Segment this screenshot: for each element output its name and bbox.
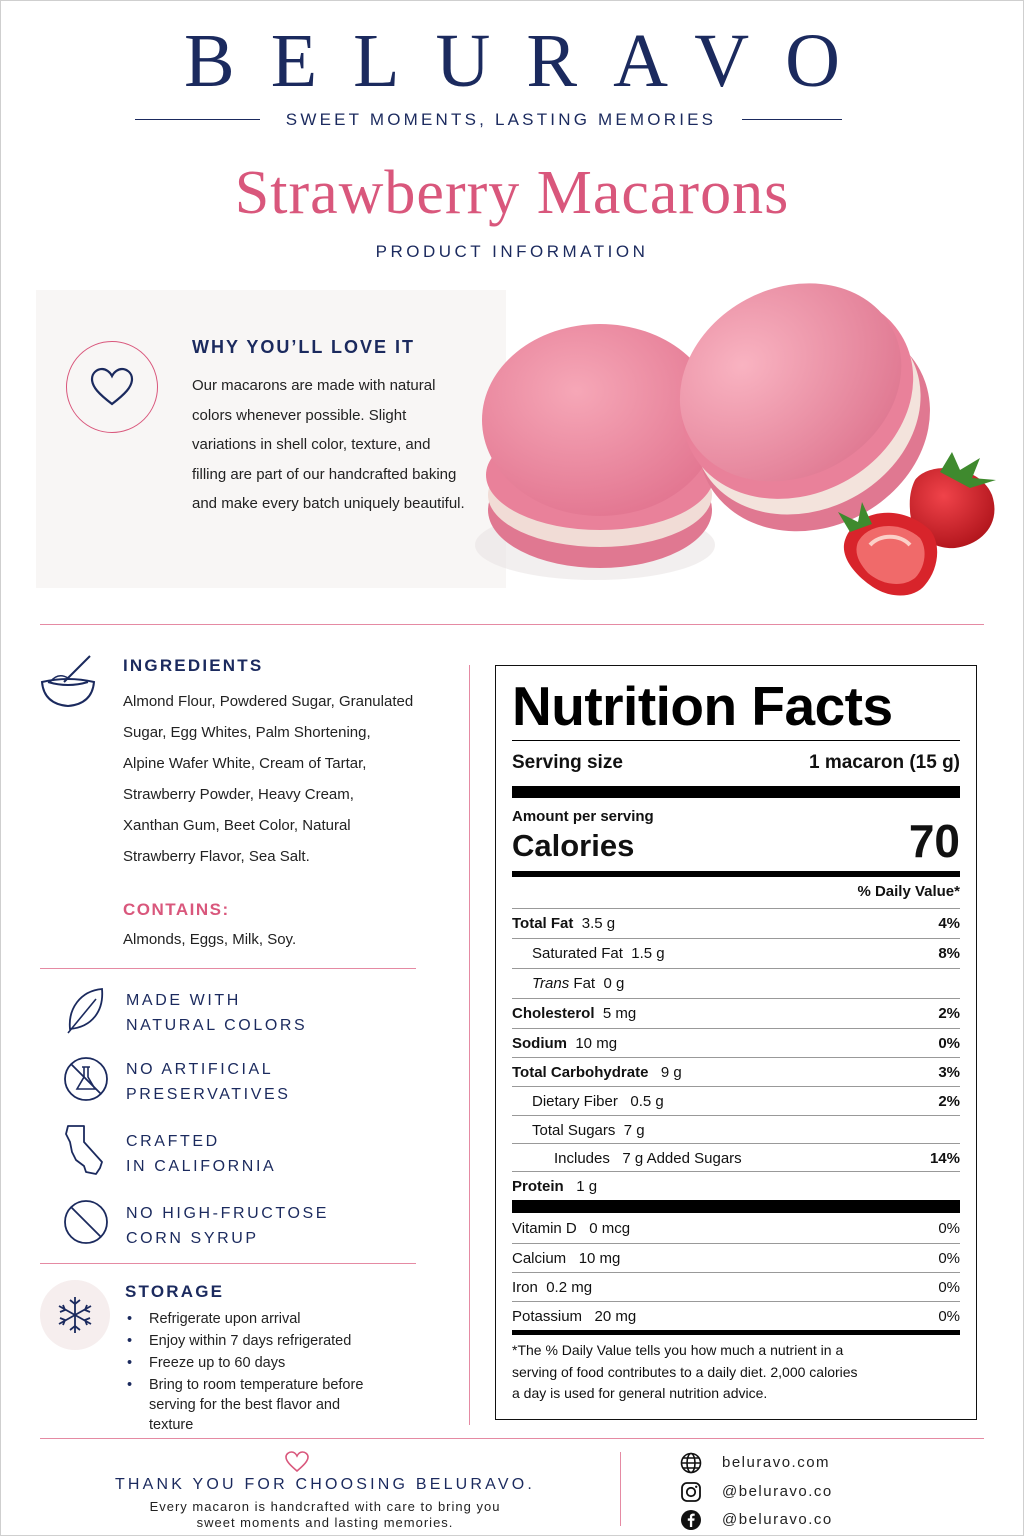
feature-line: NO ARTIFICIAL — [126, 1061, 274, 1078]
california-icon — [62, 1122, 110, 1178]
facebook-icon — [680, 1509, 702, 1531]
thank-you-line: Every macaron is handcrafted with care to bring you — [149, 1499, 501, 1514]
vitamin-amount: 10 mg — [578, 1250, 621, 1267]
feature-line: CORN SYRUP — [126, 1230, 259, 1247]
vitamin-row-d — [512, 1214, 960, 1243]
footer-divider — [40, 1438, 984, 1439]
ingredients-line: Strawberry Flavor, Sea Salt. — [123, 848, 310, 865]
nutrient-row-cholesterol — [512, 998, 960, 1027]
tagline-rule-left — [135, 119, 260, 120]
facebook-link[interactable] — [680, 1509, 880, 1533]
nutrient-amount: 1 g — [576, 1178, 598, 1195]
feature-line: PRESERVATIVES — [126, 1086, 291, 1103]
ingredients-line: Sugar, Egg Whites, Palm Shortening, — [123, 724, 371, 741]
instagram-icon — [680, 1481, 702, 1503]
why-line: colors whenever possible. Slight — [192, 406, 407, 424]
ingredients-line: Alpine Wafer White, Cream of Tartar, — [123, 755, 367, 772]
website-text: beluravo.com — [722, 1454, 831, 1471]
facebook-text: @beluravo.co — [722, 1511, 833, 1528]
ingredients-title: INGREDIENTS — [123, 656, 264, 675]
ingredients-line: Xanthan Gum, Beet Color, Natural — [123, 817, 351, 834]
leaf-icon — [62, 985, 108, 1035]
nutrient-pct: 3% — [938, 1064, 960, 1081]
nutrient-name: Total Fat — [512, 915, 574, 932]
thank-you-line: sweet moments and lasting memories. — [196, 1515, 454, 1530]
nutrient-name: Dietary Fiber — [532, 1093, 618, 1110]
nutrition-title: Nutrition Facts — [512, 675, 893, 737]
vitamin-amount: 0.2 mg — [546, 1279, 593, 1296]
feature-no-hfcs — [126, 1201, 329, 1251]
storage-list — [125, 1309, 385, 1437]
nutrient-amount: 0 g — [603, 975, 625, 992]
nutrition-rule — [512, 740, 960, 741]
serving-size-row — [512, 752, 960, 774]
vitamin-row-potassium — [512, 1301, 960, 1330]
storage-item: • Freeze up to 60 days — [125, 1353, 385, 1373]
nutrition-thick-rule — [512, 1330, 960, 1335]
nutrient-amount: 0.5 g — [630, 1093, 664, 1110]
nutrition-thick-rule — [512, 786, 960, 798]
nutrient-name: Saturated Fat — [532, 945, 623, 962]
nutrient-name: Total Carbohydrate — [512, 1064, 649, 1081]
nutrient-row-saturated-fat — [512, 938, 960, 967]
nutrient-pct: 14% — [929, 1150, 960, 1167]
vitamin-name: Vitamin D — [512, 1220, 577, 1237]
product-subtitle: PRODUCT INFORMATION — [375, 242, 649, 261]
feature-line: MADE WITH — [126, 992, 241, 1009]
nutrient-row-trans-fat — [512, 968, 960, 997]
footnote-line: a day is used for general nutrition advice. — [512, 1385, 768, 1401]
vitamin-pct: 0% — [938, 1250, 960, 1267]
snowflake-icon — [55, 1295, 95, 1335]
nutrient-pct: 2% — [938, 1005, 960, 1022]
tagline-rule-right — [742, 119, 842, 120]
feature-natural-colors — [126, 988, 307, 1038]
mixing-bowl-icon — [38, 652, 98, 712]
nutrient-name: Cholesterol — [512, 1005, 595, 1022]
storage-title: STORAGE — [125, 1282, 225, 1301]
vitamin-name: Iron — [512, 1279, 538, 1296]
heart-badge — [66, 341, 158, 433]
nutrient-amount: 5 mg — [602, 1005, 637, 1022]
footnote-line: serving of food contributes to a daily diet. 2,000 calories — [512, 1363, 858, 1380]
product-title: Strawberry Macarons — [234, 159, 790, 227]
globe-icon — [680, 1452, 702, 1474]
nutrient-row-total-carbohydrate — [512, 1057, 960, 1086]
vitamin-pct: 0% — [938, 1279, 960, 1296]
nutrient-row-total-sugars — [512, 1115, 960, 1144]
serving-size-value: 1 macaron (15 g) — [809, 752, 960, 773]
footer-column-divider — [620, 1452, 621, 1526]
ingredients-text — [123, 686, 453, 872]
feature-line: IN CALIFORNIA — [126, 1158, 277, 1175]
vitamin-pct: 0% — [938, 1220, 960, 1237]
why-line: variations in shell color, texture, and — [192, 436, 431, 453]
vitamin-name: Potassium — [512, 1308, 583, 1325]
ingredients-line: Almond Flour, Powdered Sugar, Granulated — [123, 693, 414, 710]
why-line: filling are part of our handcrafted baking — [192, 465, 457, 483]
serving-size-label: Serving size — [512, 752, 623, 773]
calories-label: Calories — [512, 828, 635, 863]
nutrient-amount: 7 g Added Sugars — [622, 1150, 742, 1167]
nutrient-amount: 7 g — [623, 1122, 645, 1139]
why-line: Our macarons are made with natural — [192, 377, 436, 394]
section-divider — [40, 1263, 416, 1264]
instagram-link[interactable] — [680, 1481, 880, 1505]
nutrition-thick-rule — [512, 1200, 960, 1213]
storage-item: • Bring to room temperature before serving for the best flavor and texture — [125, 1375, 385, 1435]
section-divider — [40, 968, 416, 969]
macaron-left — [475, 324, 718, 580]
daily-value-header: % Daily Value* — [857, 883, 960, 900]
amount-per-serving: Amount per serving — [512, 808, 654, 825]
brand-logo: BELURAVO — [184, 19, 876, 103]
storage-item: • Enjoy within 7 days refrigerated — [125, 1331, 385, 1351]
calories-value: 70 — [908, 815, 960, 867]
heart-icon — [284, 1450, 310, 1474]
macaron-photo — [460, 240, 1020, 610]
ingredients-line: Strawberry Powder, Heavy Cream, — [123, 786, 354, 803]
nutrition-facts-panel — [495, 665, 977, 1420]
nutrient-name-rest: Fat — [573, 975, 596, 992]
nutrition-thick-rule — [512, 871, 960, 877]
nutrient-name: Sodium — [512, 1035, 567, 1052]
nutrient-row-dietary-fiber — [512, 1086, 960, 1115]
nutrient-name: Trans — [532, 975, 570, 992]
vitamin-amount: 0 mcg — [589, 1220, 631, 1237]
nutrient-pct: 4% — [938, 915, 960, 932]
thank-you-subtext — [60, 1499, 590, 1531]
feature-no-preservatives — [126, 1057, 291, 1107]
vitamin-row-iron — [512, 1272, 960, 1301]
feature-line: NO HIGH-FRUCTOSE — [126, 1205, 330, 1222]
why-text — [192, 371, 502, 519]
vitamin-row-calcium — [512, 1243, 960, 1272]
nutrient-row-protein — [512, 1171, 960, 1200]
nutrient-amount: 1.5 g — [631, 945, 665, 962]
why-title: WHY YOU’LL LOVE IT — [192, 337, 416, 357]
nutrient-pct: 0% — [938, 1035, 960, 1052]
section-divider — [40, 624, 984, 625]
nutrient-name: Includes — [554, 1150, 610, 1167]
nutrient-amount: 10 mg — [575, 1035, 618, 1052]
nutrient-pct: 2% — [938, 1093, 960, 1110]
daily-value-footnote — [512, 1340, 960, 1405]
footnote-line: *The % Daily Value tells you how much a nutrient in a — [512, 1342, 844, 1358]
nutrient-row-total-fat — [512, 908, 960, 937]
brand-tagline: SWEET MOMENTS, LASTING MEMORIES — [285, 110, 717, 129]
nutrient-name: Protein — [512, 1178, 564, 1195]
why-line: and make every batch uniquely beautiful. — [192, 495, 465, 512]
vitamin-name: Calcium — [512, 1250, 567, 1267]
no-preservatives-icon — [62, 1055, 110, 1103]
instagram-text: @beluravo.co — [722, 1483, 833, 1500]
heart-icon — [89, 366, 135, 408]
thank-you-text: THANK YOU FOR CHOOSING BELURAVO. — [114, 1476, 536, 1493]
storage-badge — [40, 1280, 110, 1350]
contains-title: CONTAINS: — [123, 900, 230, 919]
feature-line: CRAFTED — [126, 1133, 220, 1150]
column-divider — [469, 665, 470, 1425]
nutrient-row-sodium — [512, 1028, 960, 1057]
nutrient-amount: 3.5 g — [581, 915, 616, 932]
nutrient-row-added-sugars — [512, 1143, 960, 1172]
website-link[interactable] — [680, 1452, 880, 1476]
prohibited-icon — [62, 1198, 110, 1246]
vitamin-amount: 20 mg — [594, 1308, 637, 1325]
nutrient-name: Total Sugars — [532, 1122, 616, 1139]
feature-line: NATURAL COLORS — [126, 1017, 308, 1034]
nutrient-pct: 8% — [938, 945, 960, 962]
nutrient-amount: 9 g — [660, 1064, 682, 1081]
vitamin-pct: 0% — [938, 1308, 960, 1325]
feature-crafted-california — [126, 1129, 276, 1179]
contains-text: Almonds, Eggs, Milk, Soy. — [123, 931, 297, 948]
storage-item: • Refrigerate upon arrival — [125, 1309, 385, 1329]
